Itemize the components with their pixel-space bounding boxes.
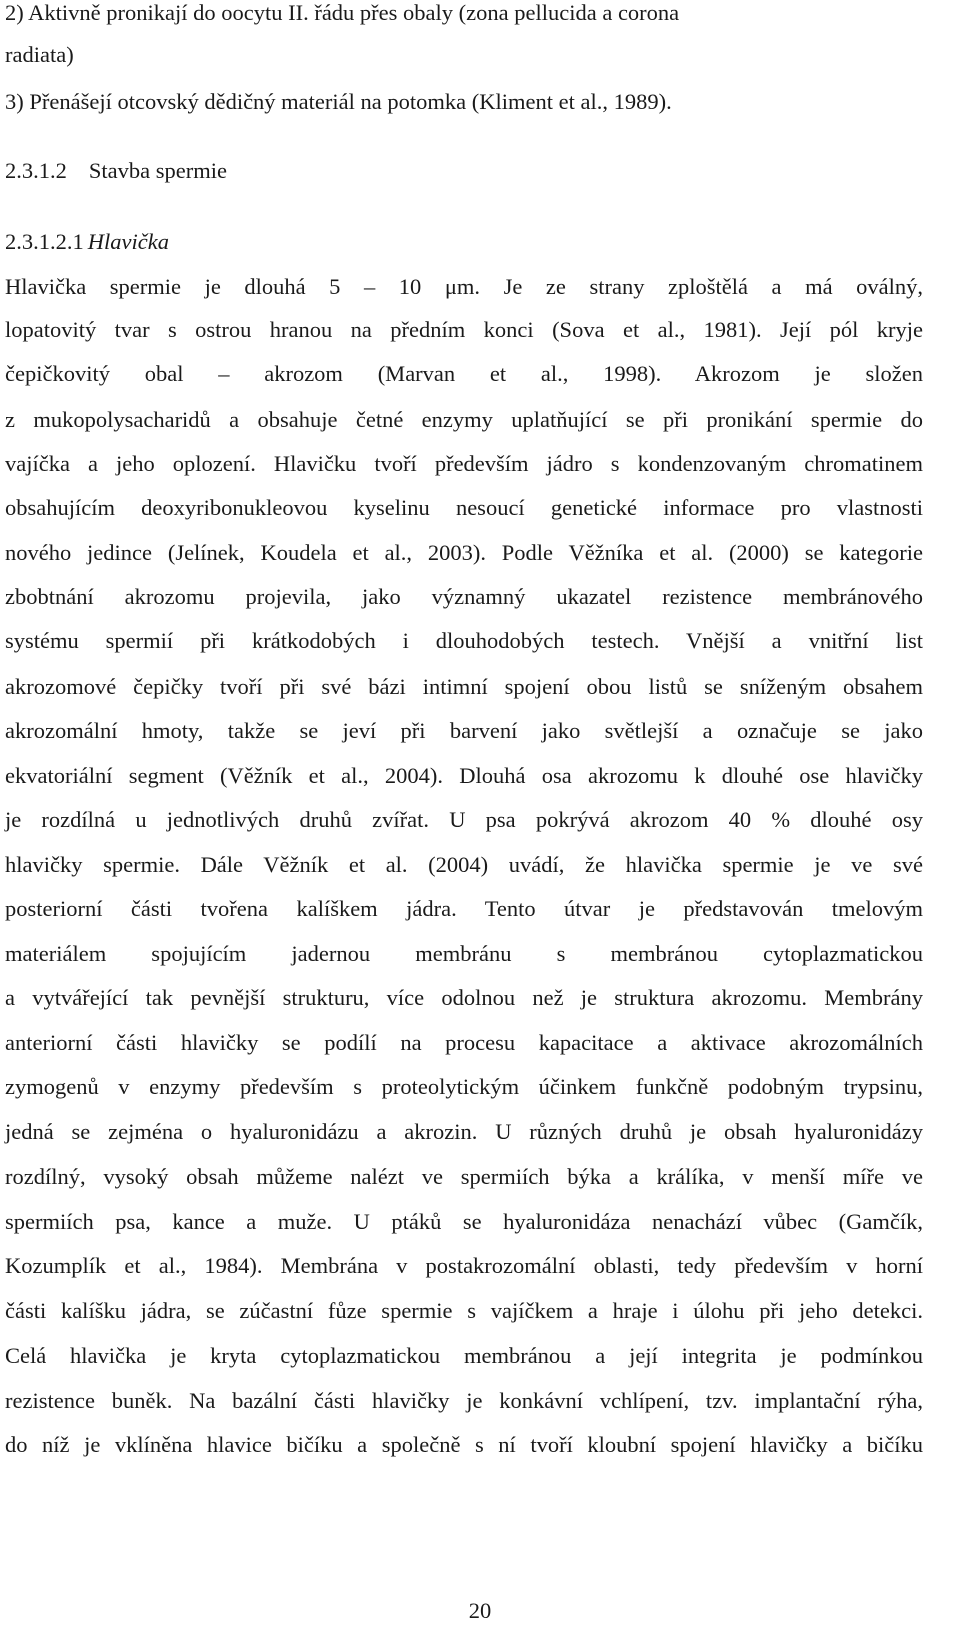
paragraph-line: zymogenů v enzymy především s proteolytickým účinkem funkčně podobným trypsinu, bbox=[5, 1074, 923, 1099]
list-item-2-line-2: radiata) bbox=[5, 42, 74, 67]
paragraph-line: anteriorní části hlavičky se podílí na procesu kapacitace a aktivace akrozomálních bbox=[5, 1030, 923, 1055]
section-title: Stavba spermie bbox=[88, 158, 227, 183]
paragraph-line: obsahujícím deoxyribonukleovou kyselinu nesoucí genetické informace pro vlastnosti bbox=[5, 495, 923, 520]
paragraph-line: akrozomové čepičky tvoří při své bázi intimní spojení obou listů se sníženým obsahem bbox=[5, 674, 923, 699]
paragraph-line: nového jedince (Jelínek, Koudela et al., 2003). Podle Věžníka et al. (2000) se kategorie bbox=[5, 540, 923, 565]
paragraph-line: posteriorní části tvořena kalíškem jádra. Tento útvar je představován tmelovým bbox=[5, 896, 923, 921]
paragraph-line: Kozumplík et al., 1984). Membrána v postakrozomální oblasti, tedy především v horní bbox=[5, 1253, 923, 1278]
paragraph-line: akrozomální hmoty, takže se jeví při barvení jako světlejší a označuje se jako bbox=[5, 718, 923, 743]
paragraph-line: Celá hlavička je kryta cytoplazmatickou membránou a její integrita je podmínkou bbox=[5, 1343, 923, 1368]
section-heading bbox=[5, 156, 923, 186]
subsection-heading bbox=[5, 227, 923, 257]
paragraph-line: lopatovitý tvar s ostrou hranou na předním konci (Sova et al., 1981). Její pól kryje bbox=[5, 317, 923, 342]
paragraph-line: do níž je vklíněna hlavice bičíku a společně s ní tvoří kloubní spojení hlavičky a bičíku bbox=[5, 1432, 923, 1457]
paragraph-line: materiálem spojujícím jadernou membránu s membránou cytoplazmatickou bbox=[5, 941, 923, 966]
paragraph-line: části kalíšku jádra, se zúčastní fůze spermie s vajíčkem a hraje i úlohu při jeho detekci. bbox=[5, 1298, 923, 1323]
paragraph-line: hlavičky spermie. Dále Věžník et al. (2004) uvádí, že hlavička spermie je ve své bbox=[5, 852, 923, 877]
paragraph-line: Hlavička spermie je dlouhá 5 – 10 μm. Je ze strany zploštělá a má oválný, bbox=[5, 274, 923, 299]
list-item-3: 3) Přenášejí otcovský dědičný materiál na potomka (Kliment et al., 1989). bbox=[5, 89, 672, 114]
paragraph-line: je rozdílná u jednotlivých druhů zvířat. U psa pokrývá akrozom 40 % dlouhé osy bbox=[5, 807, 923, 832]
paragraph-line: spermiích psa, kance a muže. U ptáků se hyaluronidáza nenachází vůbec (Gamčík, bbox=[5, 1209, 923, 1234]
paragraph-line: zbobtnání akrozomu projevila, jako významný ukazatel rezistence membránového bbox=[5, 584, 923, 609]
section-number: 2.3.1.2 bbox=[5, 158, 67, 183]
list-item-2-line-1: 2) Aktivně pronikají do oocytu II. řádu přes obaly (zona pellucida a corona bbox=[5, 0, 680, 25]
paragraph-line: a vytvářející tak pevnější strukturu, více odolnou než je struktura akrozomu. Membrány bbox=[5, 985, 923, 1010]
paragraph-line: rozdílný, vysoký obsah můžeme nalézt ve spermiích býka a králíka, v menší míře ve bbox=[5, 1164, 923, 1189]
paragraph-line: systému spermií při krátkodobých i dlouhodobých testech. Vnější a vnitřní list bbox=[5, 628, 923, 653]
subsection-number: 2.3.1.2.1 bbox=[5, 229, 84, 254]
paragraph-line: ekvatoriální segment (Věžník et al., 2004). Dlouhá osa akrozomu k dlouhé ose hlavičky bbox=[5, 763, 923, 788]
paragraph-line: čepičkovitý obal – akrozom (Marvan et al., 1998). Akrozom je složen bbox=[5, 361, 923, 386]
paragraph-line: jedná se zejména o hyaluronidázu a akrozin. U různých druhů je obsah hyaluronidázy bbox=[5, 1119, 923, 1144]
page-number: 20 bbox=[468, 1598, 492, 1623]
subsection-title: Hlavička bbox=[87, 229, 169, 254]
paragraph-line: vajíčka a jeho oplození. Hlavičku tvoří především jádro s kondenzovaným chromatinem bbox=[5, 451, 923, 476]
paragraph-line: z mukopolysacharidů a obsahuje četné enzymy uplatňující se při pronikání spermie do bbox=[5, 407, 923, 432]
paragraph-line: rezistence buněk. Na bazální části hlavičky je konkávní vchlípení, tzv. implantační rýha, bbox=[5, 1388, 923, 1413]
